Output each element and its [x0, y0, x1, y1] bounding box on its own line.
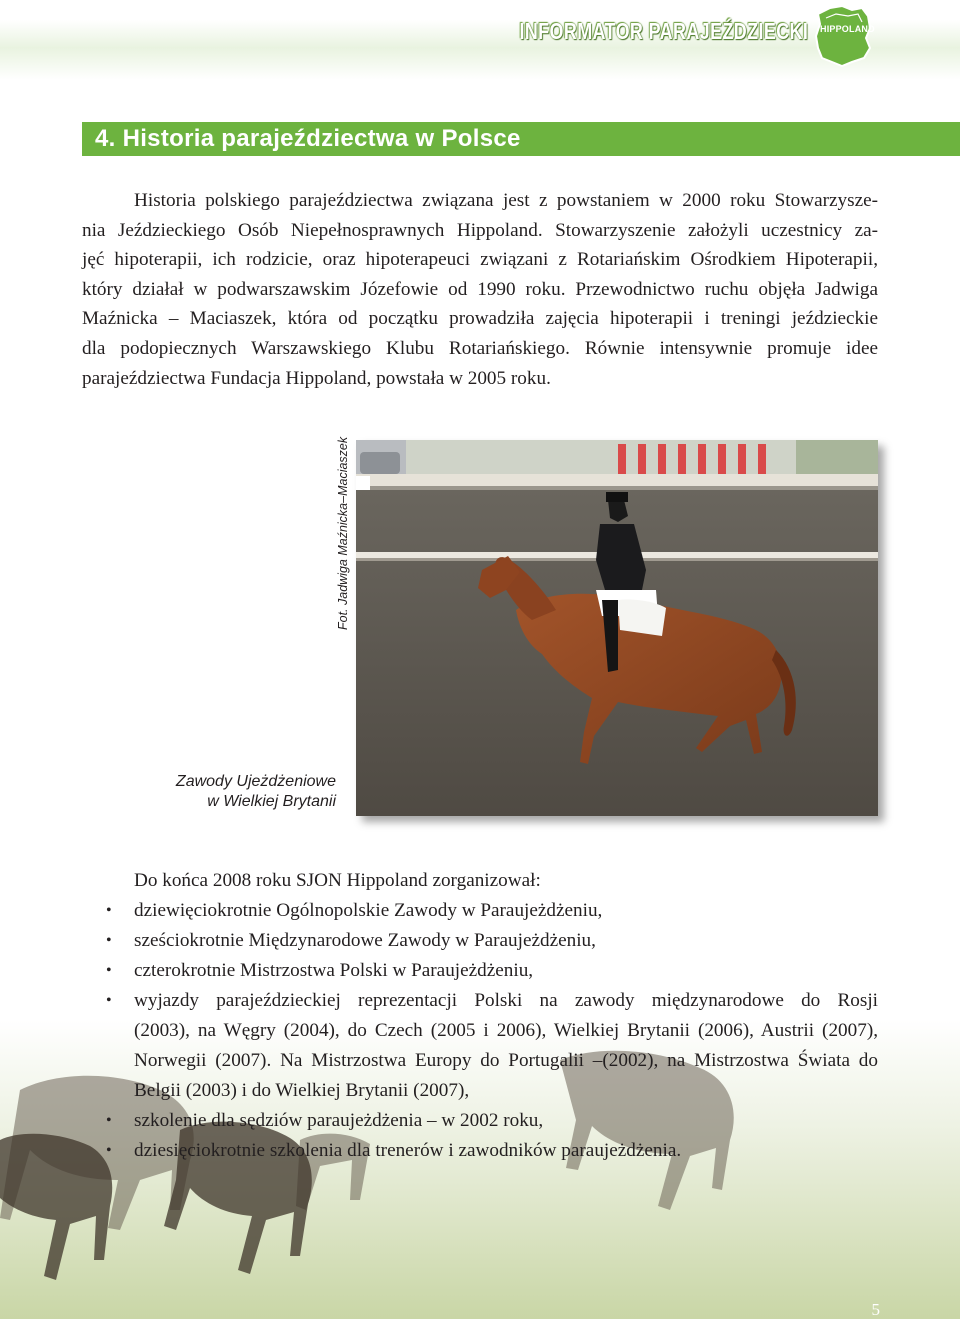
list-intro: Do końca 2008 roku SJON Hippoland zorganizował: — [134, 870, 541, 891]
intro-line: który działał w podwarszawskim Józefowie od 1990 roku. Przewodnictwo ruchu objęła Jadwiga — [82, 278, 878, 300]
list-item: • czterokrotnie Mistrzostwa Polski w Paraujeżdżeniu, — [82, 956, 878, 986]
photo-credit: Fot. Jadwiga Maźnicka–Maciaszek — [336, 436, 350, 630]
header-title: INFORMATOR PARAJEŹDZIECKI — [519, 18, 808, 44]
page-number: 5 — [871, 1300, 880, 1319]
section-title: 4. Historia parajeździectwa w Polsce — [95, 125, 521, 152]
bullet-icon: • — [106, 1112, 112, 1129]
list-item: • wyjazdy parajeździeckiej reprezentacji Polski na zawody międzynarodowe do Rosji (2003), na Węgry (2004), do Czech (2005 i 2006), Wielkiej Brytanii (2006), Austrii (2007), Norwegii (2007). Na Mistrzostwa Europy do Portugalii –(2002), na Mistrzostwa Świata do Belgii (2003) i do Wielkiej Brytanii (2007), — [82, 986, 878, 1106]
photo-caption — [140, 772, 336, 812]
list-item: • sześciokrotnie Międzynarodowe Zawody w Paraujeżdżeniu, — [82, 926, 878, 956]
intro-line: Maźnicka – Maciaszek, która od początku prowadziła zajęcia hipoterapii i treningi jeździeckie — [82, 308, 878, 330]
achievements-list — [82, 896, 878, 1166]
bullet-icon: • — [106, 992, 112, 1009]
dressage-photo — [356, 440, 878, 816]
intro-line: parajeździectwa Fundacja Hippoland, powstała w 2005 roku. — [82, 367, 551, 389]
intro-line: Historia polskiego parajeździectwa związana jest z powstaniem w 2000 roku Stowarzysze- — [134, 190, 878, 211]
intro-line: nia Jeździeckiego Osób Niepełnosprawnych Hippoland. Stowarzyszenie założyli uczestnicy za- — [82, 219, 878, 241]
dressage-photo-image — [356, 440, 878, 816]
list-item: • dziewięciokrotnie Ogólnopolskie Zawody w Paraujeżdżeniu, — [82, 896, 878, 926]
caption-line: Zawody Ujeżdżeniowe — [175, 773, 336, 790]
intro-paragraph — [82, 186, 878, 393]
hippoland-logo — [812, 4, 874, 68]
list-item: • dziesięciokrotnie szkolenia dla trenerów i zawodników paraujeżdżenia. — [82, 1136, 878, 1166]
logo-text: HIPPOLAND — [820, 24, 875, 34]
caption-line: w Wielkiej Brytanii — [207, 793, 336, 810]
intro-line: jęć hipoterapii, ich rodzicie, oraz hipoterapeuci związani z Rotariańskim Ośrodkiem Hipoterapii, — [82, 249, 878, 271]
intro-line: dla podopiecznych Warszawskiego Klubu Rotariańskiego. Równie intensywnie promuje idee — [82, 337, 878, 359]
bullet-icon: • — [106, 932, 112, 949]
list-item: • szkolenie dla sędziów paraujeżdżenia – w 2002 roku, — [82, 1106, 878, 1136]
bullet-icon: • — [106, 1142, 112, 1159]
bullet-icon: • — [106, 902, 112, 919]
bullet-icon: • — [106, 962, 112, 979]
